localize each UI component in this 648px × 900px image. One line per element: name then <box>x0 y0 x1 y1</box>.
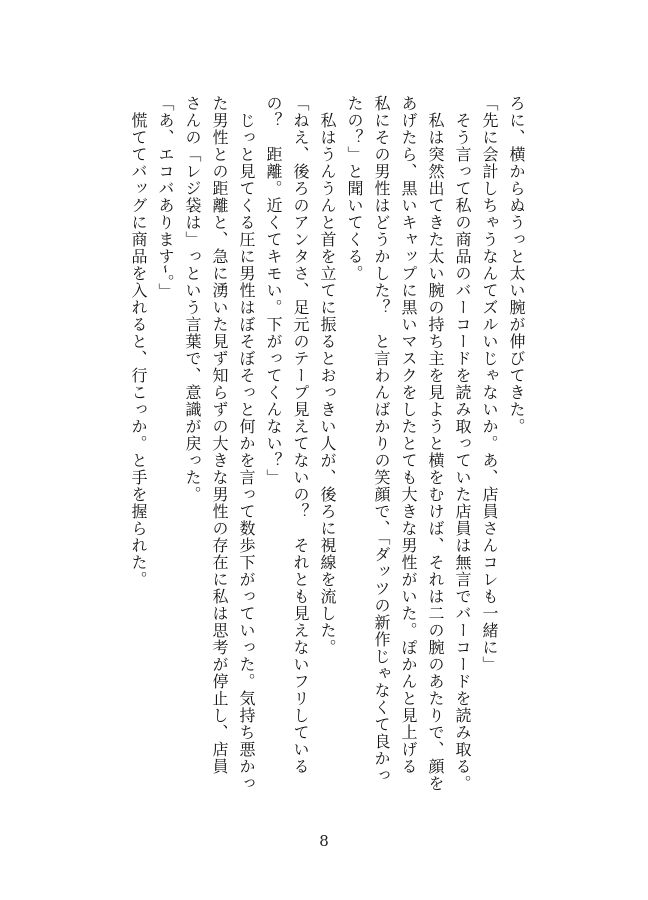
text-line: ろに、横からぬうっと太い腕が伸びてきた。 <box>507 95 526 435</box>
text-line: 「あ、エコバありますｰ。」 <box>156 95 175 301</box>
text-line: 「ねえ、後ろのアンタさ、足元のテープ見えてないの？ それとも見えないフリしている <box>291 95 310 775</box>
text-line: そう言って私の商品のバーコードを読み取っていた店員は無言でバーコードを読み取る。 <box>453 95 472 792</box>
text-line: の？ 距離。近くてキモい。下がってくんない？」 <box>264 95 283 486</box>
text-line: じっと見てくる圧に男性はぼそぼそっと何かを言って数歩下がっていった。気持ち悪かっ <box>237 95 256 792</box>
vertical-text-block <box>78 95 530 825</box>
text-line: た男性との距離と、急に湧いた見ず知らずの大きな男性の存在に私は思考が停止し、店員 <box>210 95 229 775</box>
text-line: 私は突然出てきた太い腕の持ち主を見ようと横をむけば、それは二の腕のあたりで、顔を <box>426 95 445 792</box>
text-line: たの？」と聞いてくる。 <box>345 95 364 282</box>
text-line: 慌ててバッグに商品を入れると、行こっか。と手を握られた。 <box>129 95 148 588</box>
text-line: あげたら、黒いキャップに黒いマスクをしたとても大きな男性がいた。ぽかんと見上げる <box>399 95 418 775</box>
page-number: 8 <box>319 832 329 850</box>
text-line: さんの「レジ袋は」っという言葉で、意識が戻った。 <box>183 95 202 503</box>
text-line: 私はうんうんと首を立てに振るとおっきい人が、後ろに視線を流した。 <box>318 95 337 656</box>
text-line: 「先に会計しちゃうなんてズルいじゃないか。あ、店員さんコレも一緒に」 <box>480 95 499 673</box>
text-line: 私にその男性はどうかした？ と言わんばかりの笑顔で、「ダッツの新作じゃなくて良かっ <box>372 95 391 784</box>
